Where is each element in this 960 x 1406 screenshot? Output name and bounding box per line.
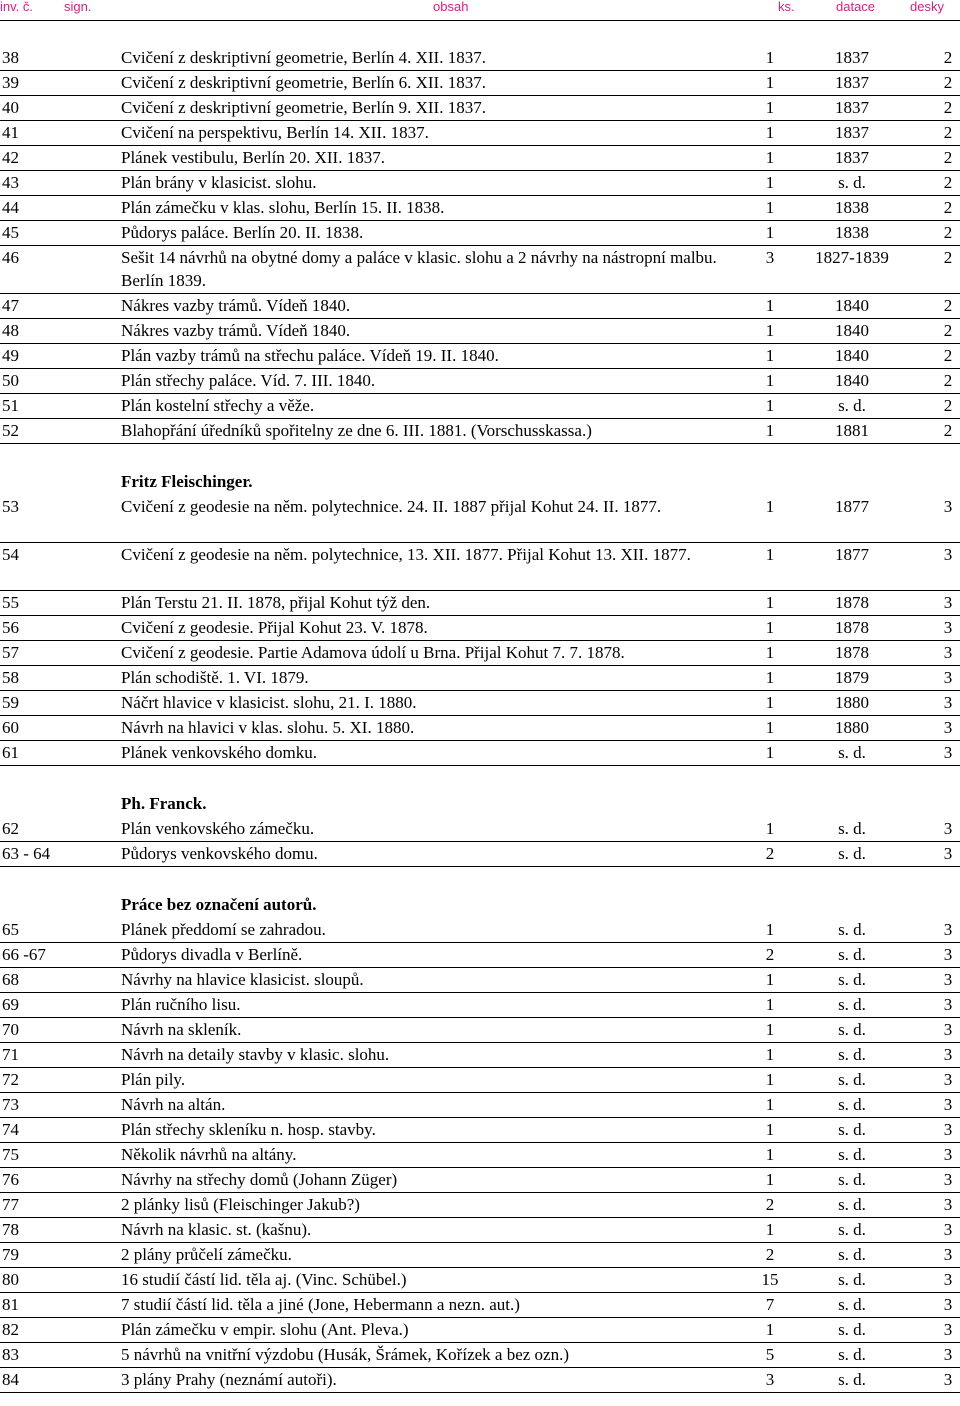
cell-obsah: Plán venkovského zámečku.: [121, 819, 315, 838]
cell-obsah: Návrhy na hlavice klasicist. sloupů.: [121, 970, 364, 989]
cell-datace: 1837: [835, 73, 869, 92]
cell-datace: 1837: [835, 123, 869, 142]
cell-desky: 3: [943, 497, 953, 516]
cell-inv: 75: [2, 1145, 19, 1164]
cell-ks: 1: [765, 123, 775, 142]
cell-ks: 1: [765, 421, 775, 440]
cell-inv: 40: [2, 98, 19, 117]
cell-ks: 1: [765, 98, 775, 117]
cell-datace: 1878: [835, 593, 869, 612]
cell-desky: 3: [943, 970, 953, 989]
table-row: [0, 46, 960, 71]
cell-datace: s. d.: [838, 1295, 866, 1314]
cell-inv: 60: [2, 718, 19, 737]
table-row: [0, 394, 960, 419]
cell-datace: 1881: [835, 421, 869, 440]
cell-ks: 1: [765, 668, 775, 687]
cell-datace: 1840: [835, 371, 869, 390]
cell-desky: 3: [943, 693, 953, 712]
table-row: [0, 1218, 960, 1243]
cell-desky: 2: [943, 223, 953, 242]
cell-datace: s. d.: [838, 945, 866, 964]
cell-ks: 1: [765, 346, 775, 365]
cell-inv: 41: [2, 123, 19, 142]
cell-inv: 77: [2, 1195, 19, 1214]
cell-inv: 38: [2, 48, 19, 67]
row-divider: [0, 1392, 960, 1393]
table-row: [0, 294, 960, 319]
cell-obsah: Návrh na altán.: [121, 1095, 226, 1114]
cell-datace: 1877: [835, 497, 869, 516]
cell-datace: 1880: [835, 718, 869, 737]
cell-ks: 1: [765, 296, 775, 315]
cell-obsah: Cvičení z deskriptivní geometrie, Berlín 4. XII. 1837.: [121, 48, 486, 67]
cell-inv: 53: [2, 497, 19, 516]
cell-obsah: Plán ručního lisu.: [121, 995, 241, 1014]
cell-ks: 2: [765, 844, 775, 863]
cell-datace: 1838: [835, 198, 869, 217]
cell-desky: 3: [943, 593, 953, 612]
cell-ks: 7: [765, 1295, 775, 1314]
cell-desky: 3: [943, 618, 953, 637]
section-heading-row: [0, 792, 960, 817]
cell-obsah: 2 plánky lisů (Fleischinger Jakub?): [121, 1195, 360, 1214]
table-row: [0, 1368, 960, 1393]
table-row: [0, 1068, 960, 1093]
cell-ks: 3: [765, 248, 775, 267]
table-row: [0, 993, 960, 1018]
table-row: [0, 319, 960, 344]
cell-inv: 79: [2, 1245, 19, 1264]
table-row: [0, 918, 960, 943]
cell-ks: 2: [765, 1195, 775, 1214]
cell-desky: 3: [943, 945, 953, 964]
cell-desky: 2: [943, 98, 953, 117]
cell-obsah: Plánek předdomí se zahradou.: [121, 920, 326, 939]
cell-desky: 3: [943, 743, 953, 762]
cell-obsah: Návrh na detaily stavby v klasic. slohu.: [121, 1045, 390, 1064]
cell-inv: 72: [2, 1070, 19, 1089]
table-row: [0, 71, 960, 96]
cell-obsah: 3 plány Prahy (neznámí autoři).: [121, 1370, 337, 1389]
cell-obsah: Plán Terstu 21. II. 1878, přijal Kohut týž den.: [121, 593, 431, 612]
cell-desky: 2: [943, 123, 953, 142]
table-row: [0, 543, 960, 591]
spacer-row: [0, 766, 960, 792]
cell-obsah: Návrh na hlavici v klas. slohu. 5. XI. 1880.: [121, 718, 415, 737]
cell-desky: 2: [943, 371, 953, 390]
cell-datace: 1837: [835, 98, 869, 117]
cell-inv: 71: [2, 1045, 19, 1064]
cell-desky: 2: [943, 321, 953, 340]
table-row: [0, 419, 960, 444]
cell-datace: 1878: [835, 618, 869, 637]
table-row: [0, 591, 960, 616]
cell-desky: 3: [943, 1070, 953, 1089]
section-heading: Ph. Franck.: [121, 794, 207, 813]
cell-datace: s. d.: [838, 1170, 866, 1189]
cell-ks: 1: [765, 198, 775, 217]
cell-inv: 70: [2, 1020, 19, 1039]
section-heading-row: [0, 470, 960, 495]
cell-datace: s. d.: [838, 1245, 866, 1264]
table-row: [0, 1318, 960, 1343]
cell-ks: 1: [765, 1170, 775, 1189]
cell-obsah: Cvičení z geodesie na něm. polytechnice. 24. II. 1887 přijal Kohut 24. II. 1877.: [121, 497, 662, 516]
cell-ks: 1: [765, 718, 775, 737]
cell-obsah: Návrhy na střechy domů (Johann Züger): [121, 1170, 398, 1189]
cell-datace: s. d.: [838, 1270, 866, 1289]
cell-desky: 2: [943, 48, 953, 67]
table-row: [0, 641, 960, 666]
table-row: [0, 495, 960, 543]
table-row: [0, 968, 960, 993]
table-row: [0, 344, 960, 369]
cell-ks: 1: [765, 1045, 775, 1064]
cell-datace: s. d.: [838, 1020, 866, 1039]
cell-inv: 78: [2, 1220, 19, 1239]
cell-inv: 82: [2, 1320, 19, 1339]
cell-desky: 3: [943, 1270, 953, 1289]
cell-desky: 3: [943, 1020, 953, 1039]
cell-ks: 2: [765, 1245, 775, 1264]
cell-inv: 49: [2, 346, 19, 365]
table-row: [0, 1093, 960, 1118]
cell-desky: 3: [943, 1095, 953, 1114]
table-row: [0, 246, 960, 294]
cell-ks: 1: [765, 920, 775, 939]
section-heading-row: [0, 893, 960, 918]
cell-obsah: Cvičení na perspektivu, Berlín 14. XII. 1837.: [121, 123, 429, 142]
table-row: [0, 146, 960, 171]
header-obsah: obsah: [433, 0, 469, 14]
cell-datace: s. d.: [838, 1345, 866, 1364]
cell-desky: 3: [943, 1320, 953, 1339]
header-inv: inv. č.: [0, 0, 33, 14]
cell-inv: 51: [2, 396, 19, 415]
cell-obsah: Návrh na skleník.: [121, 1020, 242, 1039]
cell-obsah: Plánek vestibulu, Berlín 20. XII. 1837.: [121, 148, 385, 167]
cell-desky: 2: [943, 173, 953, 192]
cell-ks: 1: [765, 743, 775, 762]
cell-ks: 3: [765, 1370, 775, 1389]
cell-desky: 2: [943, 148, 953, 167]
cell-inv: 50: [2, 371, 19, 390]
table-row: [0, 1243, 960, 1268]
cell-obsah: Plán vazby trámů na střechu paláce. Vídeň 19. II. 1840.: [121, 346, 499, 365]
cell-datace: 1878: [835, 643, 869, 662]
cell-inv: 80: [2, 1270, 19, 1289]
cell-ks: 1: [765, 73, 775, 92]
table-row: [0, 369, 960, 394]
cell-obsah: 2 plány průčelí zámečku.: [121, 1245, 292, 1264]
cell-ks: 5: [765, 1345, 775, 1364]
cell-datace: s. d.: [838, 920, 866, 939]
cell-datace: 1838: [835, 223, 869, 242]
table-row: [0, 666, 960, 691]
cell-datace: 1879: [835, 668, 869, 687]
table-row: [0, 171, 960, 196]
cell-datace: s. d.: [838, 1220, 866, 1239]
cell-datace: 1840: [835, 321, 869, 340]
cell-desky: 3: [943, 844, 953, 863]
cell-inv: 62: [2, 819, 19, 838]
cell-datace: s. d.: [838, 1045, 866, 1064]
cell-obsah: Cvičení z geodesie na něm. polytechnice, 13. XII. 1877. Přijal Kohut 13. XII. 1877.: [121, 545, 691, 564]
cell-inv: 47: [2, 296, 19, 315]
cell-ks: 1: [765, 643, 775, 662]
cell-datace: s. d.: [838, 1195, 866, 1214]
cell-desky: 3: [943, 545, 953, 564]
cell-ks: 1: [765, 48, 775, 67]
cell-desky: 2: [943, 73, 953, 92]
cell-inv: 52: [2, 421, 19, 440]
cell-obsah: Několik návrhů na altány.: [121, 1145, 297, 1164]
section-heading: Práce bez označení autorů.: [121, 895, 317, 914]
cell-desky: 3: [943, 1345, 953, 1364]
table-row: [0, 1293, 960, 1318]
cell-inv: 55: [2, 593, 19, 612]
table-row: [0, 221, 960, 246]
cell-datace: s. d.: [838, 1320, 866, 1339]
cell-obsah: Nákres vazby trámů. Vídeň 1840.: [121, 296, 351, 315]
cell-inv: 58: [2, 668, 19, 687]
cell-obsah: Cvičení z geodesie. Přijal Kohut 23. V. 1878.: [121, 618, 428, 637]
cell-datace: 1880: [835, 693, 869, 712]
cell-datace: 1840: [835, 296, 869, 315]
cell-datace: s. d.: [838, 844, 866, 863]
table-row: [0, 1193, 960, 1218]
cell-inv: 68: [2, 970, 19, 989]
cell-datace: s. d.: [838, 995, 866, 1014]
spacer-row: [0, 867, 960, 893]
cell-desky: 2: [943, 346, 953, 365]
cell-ks: 1: [765, 1145, 775, 1164]
header-desky: desky: [910, 0, 944, 14]
cell-obsah: Plán zámečku v empir. slohu (Ant. Pleva.): [121, 1320, 409, 1339]
cell-inv: 74: [2, 1120, 19, 1139]
header-rule: [0, 20, 960, 21]
cell-desky: 3: [943, 995, 953, 1014]
cell-datace: 1837: [835, 48, 869, 67]
cell-desky: 3: [943, 1120, 953, 1139]
cell-inv: 84: [2, 1370, 19, 1389]
cell-datace: 1827-1839: [815, 248, 889, 267]
cell-inv: 56: [2, 618, 19, 637]
table-row: [0, 96, 960, 121]
cell-ks: 1: [765, 173, 775, 192]
cell-inv: 69: [2, 995, 19, 1014]
cell-obsah: Plán schodiště. 1. VI. 1879.: [121, 668, 309, 687]
cell-ks: 1: [765, 1320, 775, 1339]
cell-obsah: Náčrt hlavice v klasicist. slohu, 21. I. 1880.: [121, 693, 417, 712]
cell-inv: 76: [2, 1170, 19, 1189]
table-row: [0, 121, 960, 146]
cell-inv: 63 - 64: [2, 844, 51, 863]
cell-obsah: Půdorys divadla v Berlíně.: [121, 945, 303, 964]
cell-ks: 1: [765, 1095, 775, 1114]
table-row: [0, 1018, 960, 1043]
cell-desky: 3: [943, 819, 953, 838]
cell-desky: 3: [943, 718, 953, 737]
table-row: [0, 616, 960, 641]
cell-desky: 3: [943, 643, 953, 662]
cell-ks: 1: [765, 1020, 775, 1039]
cell-obsah: Cvičení z deskriptivní geometrie, Berlín 9. XII. 1837.: [121, 98, 486, 117]
cell-obsah: Plán zámečku v klas. slohu, Berlín 15. II. 1838.: [121, 198, 445, 217]
cell-obsah: Plán kostelní střechy a věže.: [121, 396, 315, 415]
table-row: [0, 196, 960, 221]
cell-obsah: Půdorys venkovského domu.: [121, 844, 318, 863]
cell-datace: s. d.: [838, 1070, 866, 1089]
table-row: [0, 1043, 960, 1068]
cell-desky: 3: [943, 920, 953, 939]
cell-datace: 1840: [835, 346, 869, 365]
cell-datace: s. d.: [838, 1120, 866, 1139]
table-row: [0, 716, 960, 741]
cell-obsah: Plán střechy skleníku n. hosp. stavby.: [121, 1120, 376, 1139]
cell-desky: 3: [943, 1370, 953, 1389]
cell-desky: 2: [943, 421, 953, 440]
cell-ks: 15: [761, 1270, 779, 1289]
table-row: [0, 1143, 960, 1168]
cell-ks: 2: [765, 945, 775, 964]
cell-ks: 1: [765, 618, 775, 637]
cell-inv: 45: [2, 223, 19, 242]
cell-ks: 1: [765, 1220, 775, 1239]
cell-obsah: Půdorys paláce. Berlín 20. II. 1838.: [121, 223, 364, 242]
cell-ks: 1: [765, 371, 775, 390]
cell-desky: 3: [943, 1145, 953, 1164]
cell-datace: s. d.: [838, 1145, 866, 1164]
cell-obsah: Cvičení z geodesie. Partie Adamova údolí u Brna. Přijal Kohut 7. 7. 1878.: [121, 643, 625, 662]
cell-ks: 1: [765, 1120, 775, 1139]
table-row: [0, 1343, 960, 1368]
cell-datace: 1877: [835, 545, 869, 564]
cell-obsah: 7 studií částí lid. těla a jiné (Jone, Hebermann a nezn. aut.): [121, 1295, 520, 1314]
cell-obsah: Cvičení z deskriptivní geometrie, Berlín 6. XII. 1837.: [121, 73, 486, 92]
header-ks: ks.: [778, 0, 795, 14]
table-row: [0, 1118, 960, 1143]
cell-inv: 43: [2, 173, 19, 192]
cell-desky: 3: [943, 1045, 953, 1064]
cell-desky: 3: [943, 1245, 953, 1264]
table-row: [0, 817, 960, 842]
table-row: [0, 1168, 960, 1193]
cell-desky: 2: [943, 198, 953, 217]
cell-ks: 1: [765, 693, 775, 712]
cell-ks: 1: [765, 321, 775, 340]
cell-inv: 44: [2, 198, 19, 217]
header-datace: datace: [836, 0, 876, 14]
cell-ks: 1: [765, 396, 775, 415]
cell-inv: 57: [2, 643, 19, 662]
cell-datace: 1837: [835, 148, 869, 167]
cell-ks: 1: [765, 545, 775, 564]
cell-datace: s. d.: [838, 970, 866, 989]
table-row: [0, 741, 960, 766]
cell-datace: s. d.: [838, 819, 866, 838]
cell-ks: 1: [765, 995, 775, 1014]
cell-desky: 3: [943, 668, 953, 687]
table-row: [0, 691, 960, 716]
cell-desky: 3: [943, 1295, 953, 1314]
cell-datace: s. d.: [838, 743, 866, 762]
cell-desky: 2: [943, 296, 953, 315]
cell-inv: 46: [2, 248, 19, 267]
cell-inv: 61: [2, 743, 19, 762]
inventory-table: [0, 46, 960, 1393]
cell-datace: s. d.: [838, 1095, 866, 1114]
spacer-row: [0, 444, 960, 470]
cell-obsah: Sešit 14 návrhů na obytné domy a paláce v klasic. slohu a 2 návrhy na nástropní malbu. Berlín 1839.: [121, 248, 717, 290]
table-row: [0, 1268, 960, 1293]
cell-obsah: Blahopřání úředníků spořitelny ze dne 6. III. 1881. (Vorschusskassa.): [121, 421, 592, 440]
cell-ks: 1: [765, 819, 775, 838]
cell-datace: s. d.: [838, 173, 866, 192]
cell-inv: 59: [2, 693, 19, 712]
cell-desky: 2: [943, 396, 953, 415]
cell-ks: 1: [765, 223, 775, 242]
cell-ks: 1: [765, 497, 775, 516]
cell-inv: 39: [2, 73, 19, 92]
cell-datace: s. d.: [838, 1370, 866, 1389]
cell-ks: 1: [765, 593, 775, 612]
cell-datace: s. d.: [838, 396, 866, 415]
cell-obsah: Plán střechy paláce. Víd. 7. III. 1840.: [121, 371, 376, 390]
table-row: [0, 943, 960, 968]
cell-ks: 1: [765, 148, 775, 167]
cell-inv: 81: [2, 1295, 19, 1314]
cell-obsah: Plánek venkovského domku.: [121, 743, 317, 762]
cell-obsah: Plán brány v klasicist. slohu.: [121, 173, 317, 192]
cell-ks: 1: [765, 1070, 775, 1089]
cell-desky: 2: [943, 248, 953, 267]
table-row: [0, 842, 960, 867]
cell-inv: 65: [2, 920, 19, 939]
column-header: [0, 0, 960, 16]
cell-obsah: Nákres vazby trámů. Vídeň 1840.: [121, 321, 351, 340]
cell-desky: 3: [943, 1195, 953, 1214]
cell-inv: 66 -67: [2, 945, 46, 964]
cell-desky: 3: [943, 1220, 953, 1239]
cell-inv: 48: [2, 321, 19, 340]
cell-inv: 54: [2, 545, 19, 564]
cell-obsah: 5 návrhů na vnitřní výzdobu (Husák, Šrámek, Kořízek a bez ozn.): [121, 1345, 570, 1364]
cell-obsah: Plán pily.: [121, 1070, 186, 1089]
header-sign: sign.: [64, 0, 92, 14]
cell-inv: 83: [2, 1345, 19, 1364]
cell-desky: 3: [943, 1170, 953, 1189]
section-heading: Fritz Fleischinger.: [121, 472, 253, 491]
cell-inv: 73: [2, 1095, 19, 1114]
cell-obsah: Návrh na klasic. st. (kašnu).: [121, 1220, 312, 1239]
cell-inv: 42: [2, 148, 19, 167]
cell-ks: 1: [765, 970, 775, 989]
cell-obsah: 16 studií částí lid. těla aj. (Vinc. Schübel.): [121, 1270, 407, 1289]
